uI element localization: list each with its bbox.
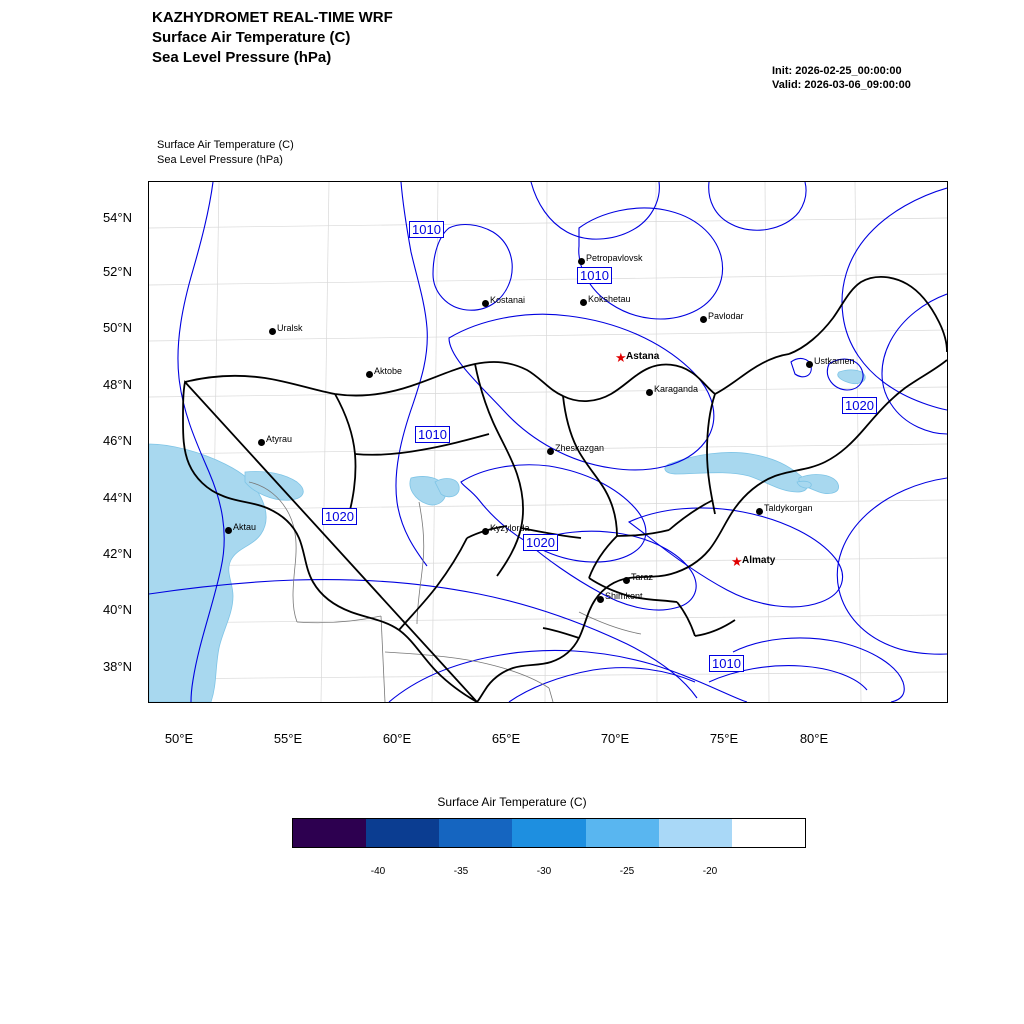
lon-label-50E: 50°E <box>164 731 194 746</box>
colorbar-swatch <box>366 819 439 847</box>
colorbar-swatch <box>293 819 366 847</box>
map-caption-pressure: Sea Level Pressure (hPa) <box>157 154 283 166</box>
colorbar-tick--35: -35 <box>453 866 469 877</box>
lat-label-54N: 54°N <box>102 210 132 225</box>
city-label: Aktobe <box>374 366 403 376</box>
lat-label-52N: 52°N <box>102 264 132 279</box>
lat-label-40N: 40°N <box>102 602 132 617</box>
isobar-label: 1010 <box>577 267 612 284</box>
city-label: Astana <box>626 351 660 362</box>
city-label: Uralsk <box>277 323 303 333</box>
colorbar-swatch <box>732 819 805 847</box>
isobar-label: 1020 <box>842 397 877 414</box>
lat-label-48N: 48°N <box>102 377 132 392</box>
colorbar-tick--25: -25 <box>619 866 635 877</box>
lat-label-50N: 50°N <box>102 320 132 335</box>
city-label: Aktau <box>233 522 257 532</box>
city-label: Zheskazgan <box>555 443 605 453</box>
page-title: KAZHYDROMET REAL-TIME WRF <box>152 9 393 26</box>
isobar-label: 1020 <box>322 508 357 525</box>
isobar-label: 1010 <box>709 655 744 672</box>
colorbar-title: Surface Air Temperature (C) <box>437 795 587 809</box>
city-label: Karaganda <box>654 384 699 394</box>
isobar-label: 1010 <box>409 221 444 238</box>
valid-time: Valid: 2026-03-06_09:00:00 <box>772 79 911 91</box>
colorbar-tick--30: -30 <box>536 866 552 877</box>
city-label: Kostanai <box>490 295 526 305</box>
header-subtitle-temperature: Surface Air Temperature (C) <box>152 29 351 46</box>
city-label: Almaty <box>742 555 776 566</box>
weather-map[interactable] <box>148 181 948 703</box>
header-subtitle-pressure: Sea Level Pressure (hPa) <box>152 49 332 66</box>
colorbar-tick--20: -20 <box>702 866 718 877</box>
lon-label-75E: 75°E <box>709 731 739 746</box>
city-label: Taldykorgan <box>764 503 813 513</box>
city-label: Ustkamen <box>814 356 855 366</box>
isobar-label: 1010 <box>415 426 450 443</box>
colorbar <box>292 818 806 848</box>
lon-label-60E: 60°E <box>382 731 412 746</box>
city-label: Atyrau <box>266 434 293 444</box>
colorbar-swatch <box>586 819 659 847</box>
lat-label-38N: 38°N <box>102 659 132 674</box>
lon-label-70E: 70°E <box>600 731 630 746</box>
admin-boundaries-minor <box>249 482 641 702</box>
header-block <box>152 8 393 68</box>
lat-label-42N: 42°N <box>102 546 132 561</box>
lon-label-65E: 65°E <box>491 731 521 746</box>
lon-label-55E: 55°E <box>273 731 303 746</box>
city-label: Kokshetau <box>588 294 631 304</box>
colorbar-swatch <box>659 819 732 847</box>
star-icon: ★ <box>615 350 627 365</box>
lon-label-80E: 80°E <box>799 731 829 746</box>
city-label: Pavlodar <box>708 311 744 321</box>
run-time-block <box>772 64 911 92</box>
map-caption-temperature: Surface Air Temperature (C) <box>157 139 294 151</box>
init-time: Init: 2026-02-25_00:00:00 <box>772 65 902 77</box>
colorbar-swatch <box>512 819 585 847</box>
colorbar-swatch <box>439 819 512 847</box>
map-caption <box>157 138 294 168</box>
city-label: Taraz <box>631 572 654 582</box>
city-label: Kyzylorda <box>490 523 530 533</box>
city-label: Shimkent <box>605 591 643 601</box>
isobar-contours <box>149 182 947 702</box>
lat-label-44N: 44°N <box>102 490 132 505</box>
isobar-label: 1020 <box>523 534 558 551</box>
colorbar-tick--40: -40 <box>370 866 386 877</box>
lat-label-46N: 46°N <box>102 433 132 448</box>
graticule <box>149 182 947 702</box>
water-bodies <box>149 370 865 702</box>
star-icon: ★ <box>731 554 743 569</box>
city-label: Petropavlovsk <box>586 253 643 263</box>
